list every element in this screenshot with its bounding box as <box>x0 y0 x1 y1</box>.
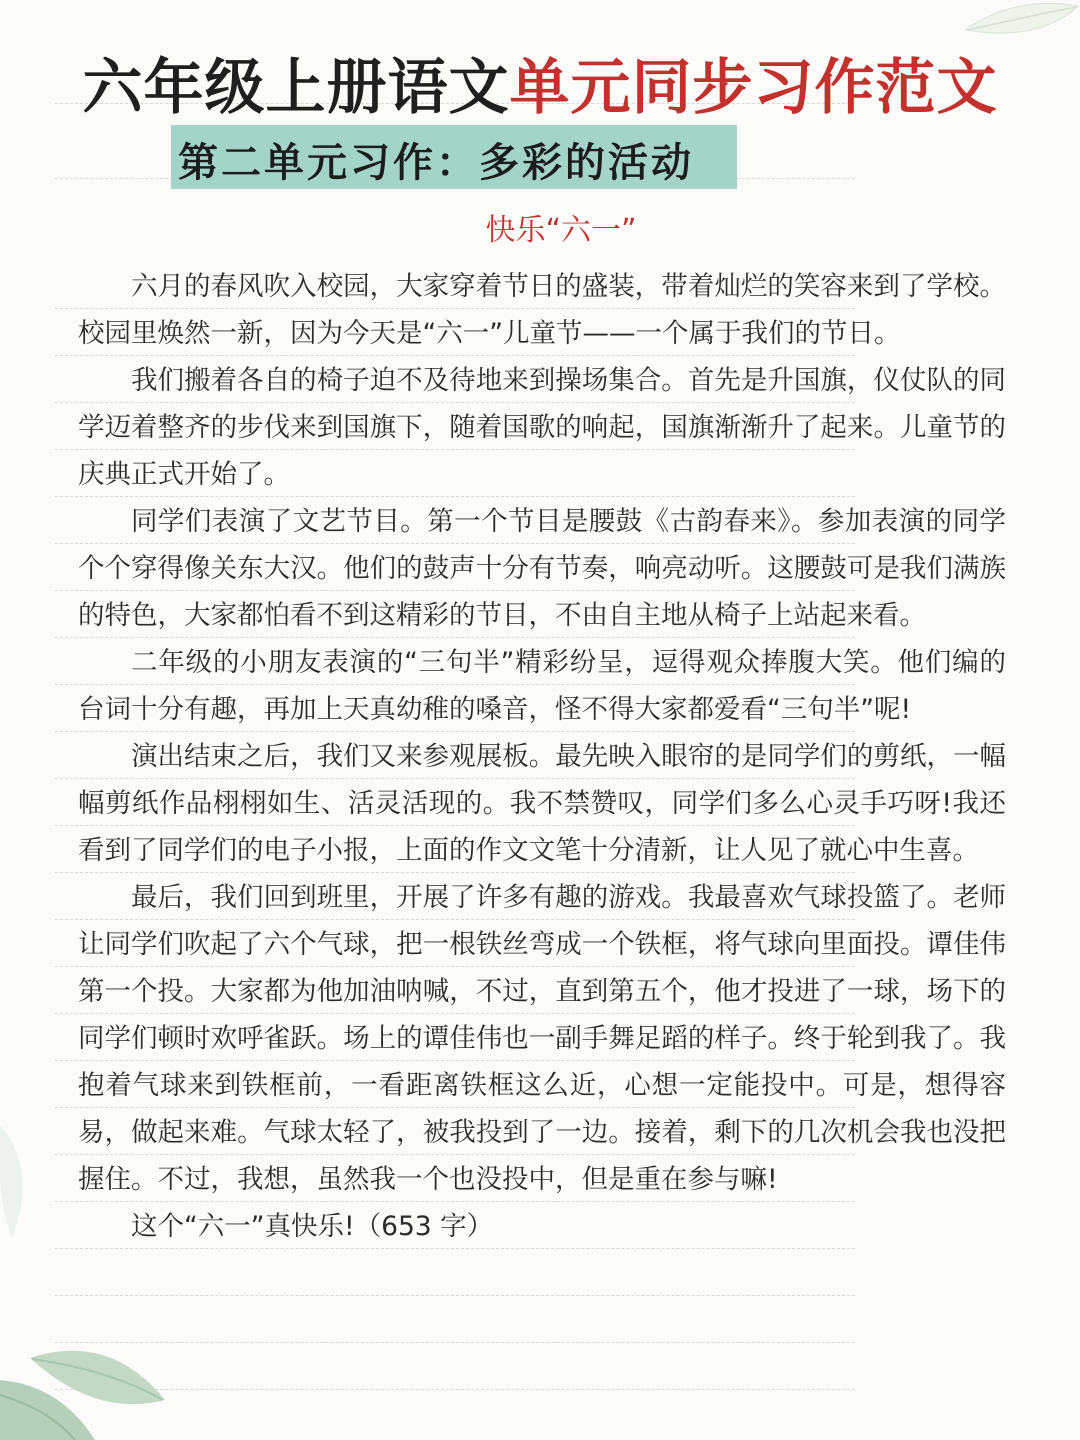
title-highlight: 单元同步习作范文 <box>509 53 998 123</box>
essay-title: 快乐“六一” <box>485 213 637 248</box>
essay-paragraph: 最后，我们回到班里，开展了许多有趣的游戏。我最喜欢气球投篮了。老师让同学们吹起了六个气球，把一根铁丝弯成一个铁框，将气球向里面投。谭佳伟第一个投。大家都为他加油呐喊，不过，直到第五个，他才投进了一球，场下的同学们顿时欢呼雀跃。场上的谭佳伟也一副手舞足蹈的样子。终于轮到我了。我抱着气球来到铁框前，一看距离铁框这么近，心想一定能投中。可是，想得容易，做起来难。气球太轻了，被我投到了一边。接着，剩下的几次机会我也没把握住。不过，我想，虽然我一个也没投中，但是重在参与嘛! <box>78 882 1006 1195</box>
essay-paragraph: 六月的春风吹入校园，大家穿着节日的盛装，带着灿烂的笑容来到了学校。校园里焕然一新，因为今天是“六一”儿童节——一个属于我们的节日。 <box>78 271 1006 349</box>
page-title <box>0 40 1080 126</box>
title-grade: 六年级上册语文 <box>82 53 510 123</box>
essay-paragraph: 二年级的小朋友表演的“三句半”精彩纷呈，逗得观众捧腹大笑。他们编的台词十分有趣，再加上天真幼稚的嗓音，怪不得大家都爱看“三句半”呢! <box>78 647 1006 725</box>
essay-paragraph: 演出结束之后，我们又来参观展板。最先映入眼帘的是同学们的剪纸，一幅幅剪纸作品栩栩如生、活灵活现的。我不禁赞叹，同学们多么心灵手巧呀!我还看到了同学们的电子小报，上面的作文文笔十分清新，让人见了就心中生喜。 <box>78 741 1006 866</box>
unit-subtitle: 第二单元习作：多彩的活动 <box>178 139 694 186</box>
essay-paragraph: 我们搬着各自的椅子迫不及待地来到操场集合。首先是升国旗，仪仗队的同学迈着整齐的步伐来到国旗下，随着国歌的响起，国旗渐渐升了起来。儿童节的庆典正式开始了。 <box>78 365 1006 490</box>
essay-body <box>78 263 1006 1250</box>
leaf-icon <box>0 1340 170 1440</box>
essay-paragraph: 同学们表演了文艺节目。第一个节目是腰鼓《古韵春来》。参加表演的同学个个穿得像关东大汉。他们的鼓声十分有节奏，响亮动听。这腰鼓可是我们满族的特色，大家都怕看不到这精彩的节目，不由自主地从椅子上站起来看。 <box>78 506 1006 631</box>
leaf-icon <box>0 1120 40 1240</box>
essay-paragraph: 这个“六一”真快乐!（653 字） <box>131 1211 494 1242</box>
